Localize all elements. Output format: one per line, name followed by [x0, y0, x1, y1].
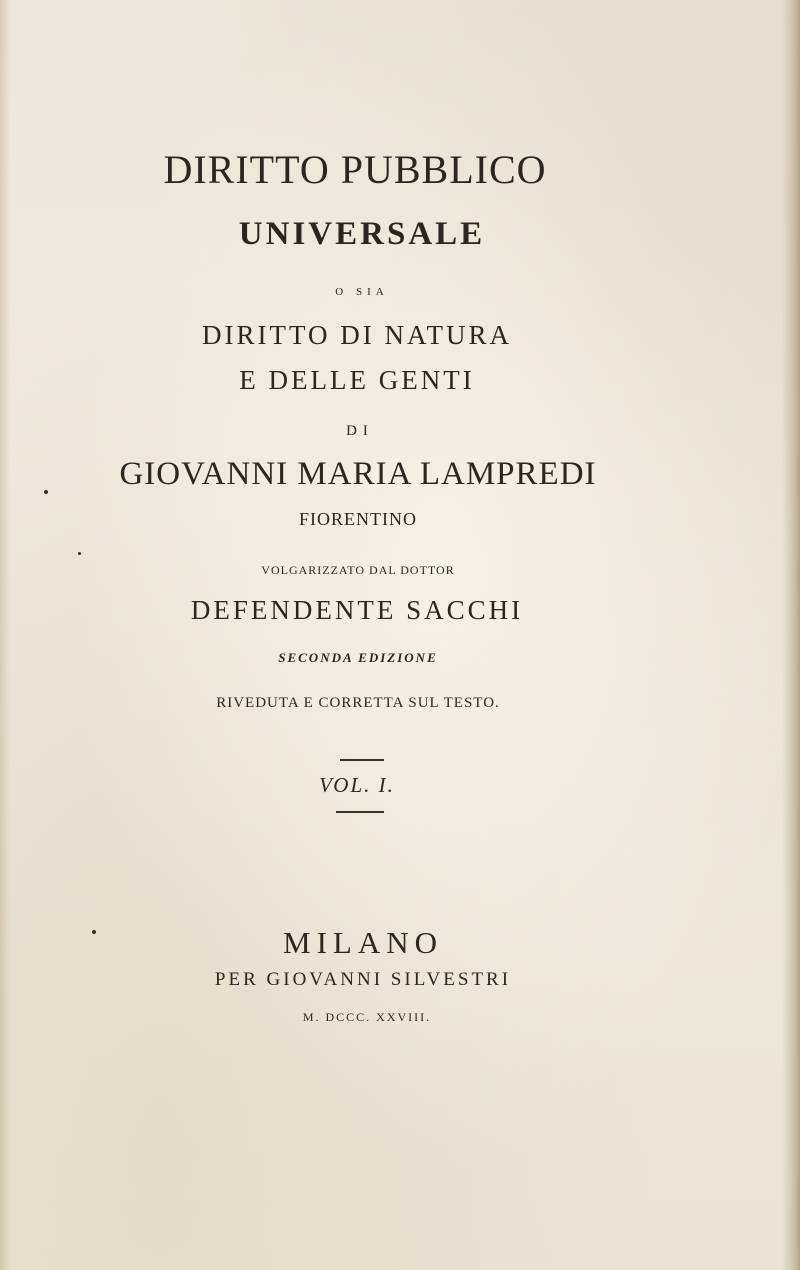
author-name: GIOVANNI MARIA LAMPREDI — [119, 456, 597, 492]
divider-rule — [340, 759, 384, 761]
volume-label: VOL. I. — [319, 773, 395, 797]
edition-label: SECONDA EDIZIONE — [278, 650, 438, 665]
title-line-3: DIRITTO DI NATURA — [202, 320, 512, 350]
author-preposition: DI — [346, 423, 374, 439]
imprint-publisher: PER GIOVANNI SILVESTRI — [214, 969, 512, 990]
title-conjunction: O SIA — [335, 286, 389, 298]
title-line-1: DIRITTO PUBBLICO — [163, 147, 547, 192]
author-origin: FIORENTINO — [299, 509, 417, 529]
revision-note: RIVEDUTA E CORRETTA SUL TESTO. — [216, 695, 500, 711]
page-right-edge — [782, 0, 800, 1270]
translator-name: DEFENDENTE SACCHI — [190, 595, 524, 625]
translation-credit: VOLGARIZZATO DAL DOTTOR — [261, 563, 455, 577]
ink-speck — [78, 552, 81, 555]
imprint-year: M. DCCC. XXVIII. — [302, 1010, 432, 1024]
divider-rule — [336, 811, 384, 813]
page-left-edge — [0, 0, 10, 1270]
title-line-4: E DELLE GENTI — [239, 365, 475, 395]
title-line-2: UNIVERSALE — [238, 216, 486, 252]
imprint-city: MILANO — [283, 925, 443, 960]
